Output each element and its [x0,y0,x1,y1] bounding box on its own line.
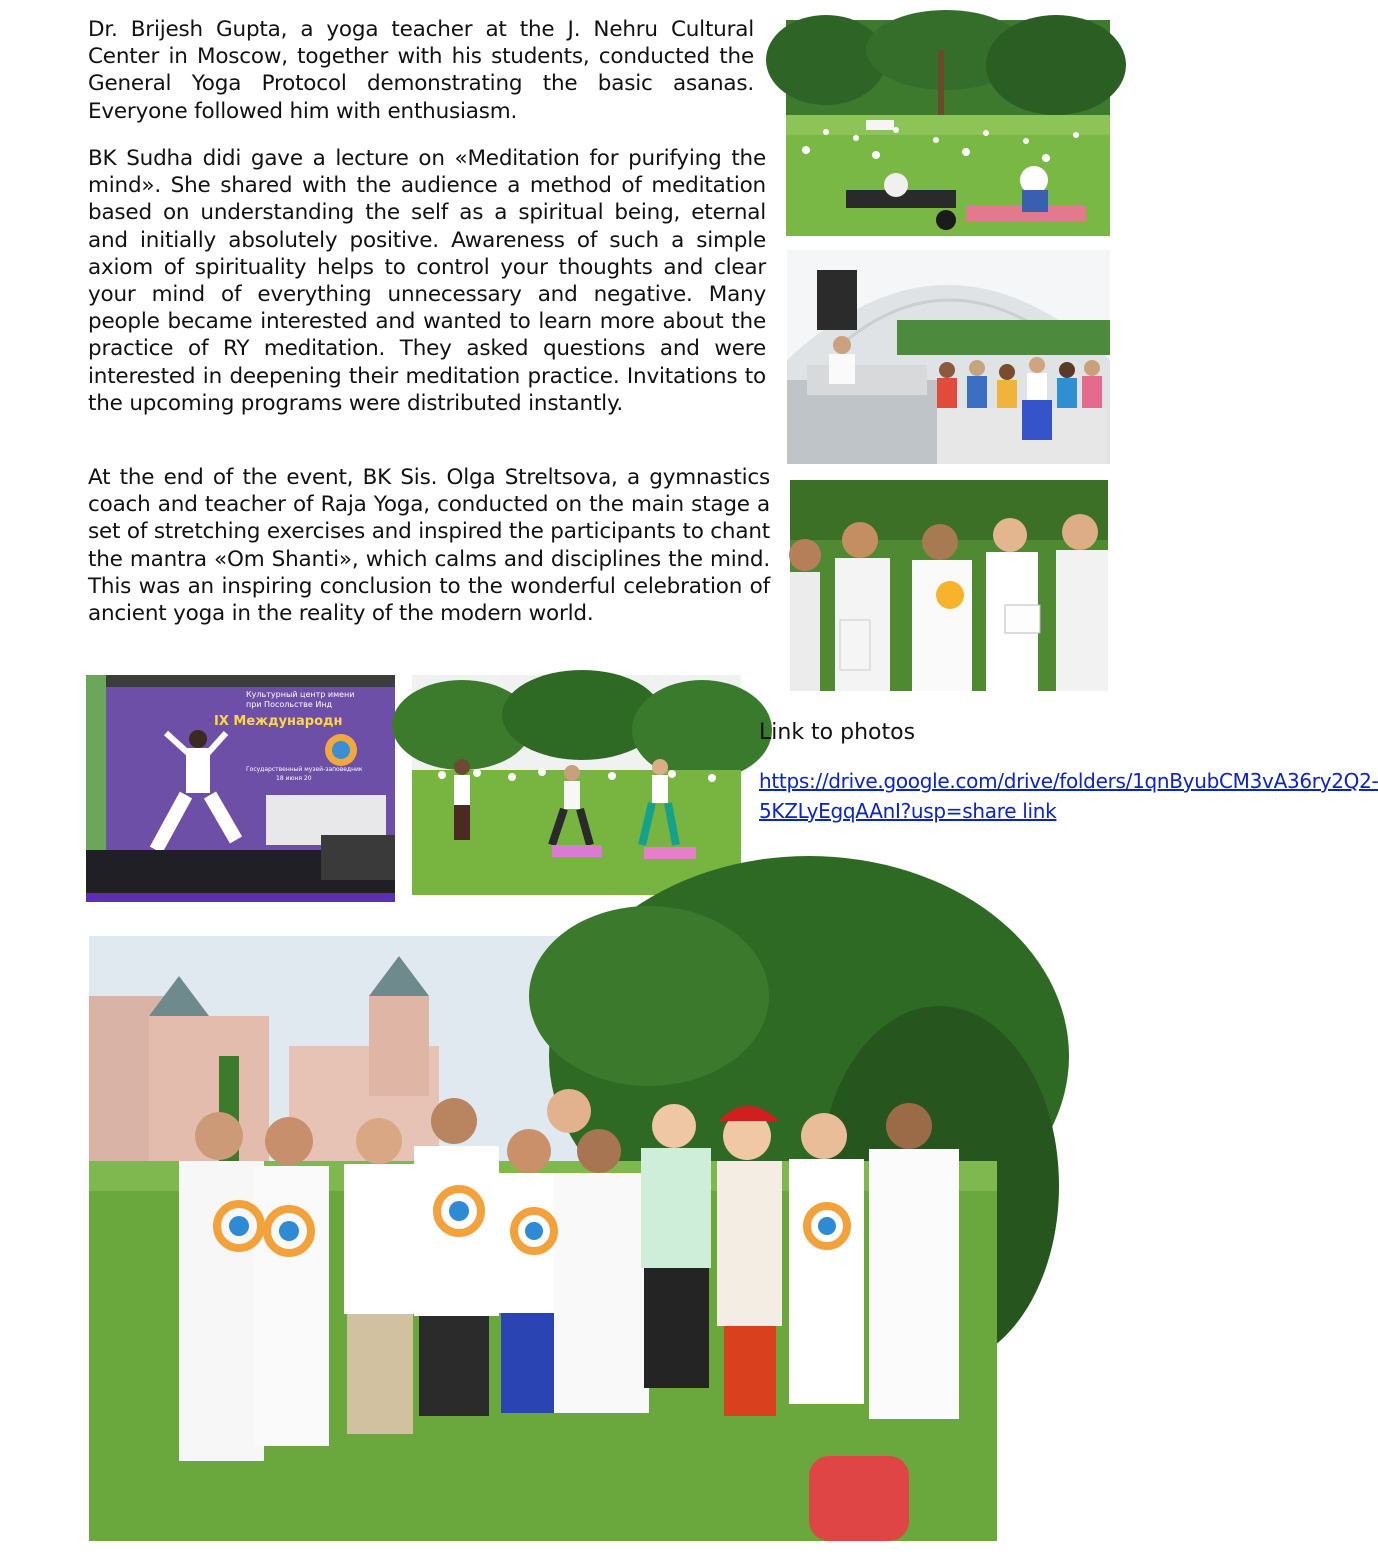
photo-park-yoga-session [786,20,1110,236]
photo-field-stretching [412,675,741,895]
stage-banner-sub: Государственный музей-заповедник [246,766,363,773]
photo-group-receiving-gifts [790,480,1108,691]
stage-banner-line1: Культурный центр имени [246,690,355,699]
stage-banner-line2: при Посольстве Инд [246,700,333,709]
stage-banner-date: 18 июня 20 [276,775,312,782]
stage-banner-headline: IX Международн [214,714,343,729]
photo-group-portrait [89,936,997,1541]
photo-stage-stretching [86,675,395,902]
paragraph-yoga-protocol: Dr. Brijesh Gupta, a yoga teacher at the J. Nehru Cultural Center in Moscow, together with his students, conducted the General Yoga Protocol demonstrating the basic asanas. Everyone followed him with enthusiasm. [88,17,754,124]
paragraph-event-conclusion: At the end of the event, BK Sis. Olga Streltsova, a gymnastics coach and teacher of Raja Yoga, conducted on the main stage a set of stretching exercises and inspired the participants to chant the mantra «Om Shanti», which calms and disciplines the mind. This was an inspiring conclusion to the wonderful celebration of ancient yoga in the reality of the modern world. [88,465,770,627]
photos-drive-link[interactable]: https://drive.google.com/drive/folders/1qnByubCM3vA36ry2Q2-5KZLyEgqAAnI?usp=share link [759,769,1378,823]
link-to-photos-label: Link to photos [759,720,916,745]
photo-tent-lecture [787,250,1110,464]
paragraph-meditation-lecture: BK Sudha didi gave a lecture on «Meditation for purifying the mind». She shared with the audience a method of meditation based on understanding the self as a spiritual being, eternal and initially absolutely positive. Awareness of such a simple axiom of spirituality helps to control your thoughts and clear your mind of everything unnecessary and negative. Many people became interested and wanted to learn more about the practice of RY meditation. They asked questions and were interested in deepening their meditation practice. Invitations to the upcoming programs were distributed instantly. [88,146,766,416]
